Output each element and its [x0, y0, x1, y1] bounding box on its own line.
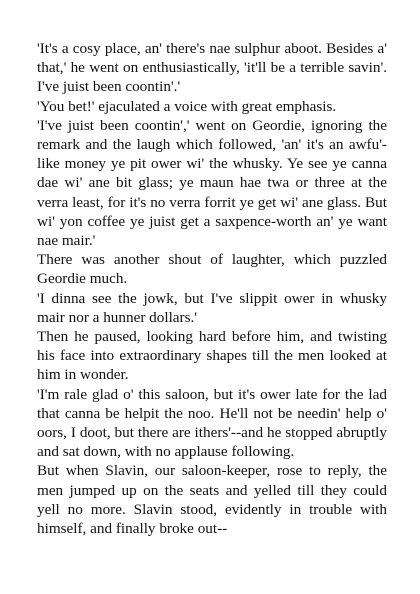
paragraph: 'I've juist been coontin',' went on Geordie, ignoring the remark and the laugh which followed, 'an' it's an awfu'-like money ye pit ower wi' the whusky. Ye see ye canna dae wi' ane bit glass; ye maun hae twa or three at the verra least, for it's no verra forrit ye get wi' ane glass. But wi' yon coffee ye juist get a saxpence-worth an' ye want nae mair.' [37, 116, 387, 250]
paragraph: 'I'm rale glad o' this saloon, but it's ower late for the lad that canna be helpit the noo. He'll not be needin' help o' oors, I doot, but there are ithers'--and he stopped abruptly and sat down, with no applause following. [37, 385, 387, 461]
paragraph: But when Slavin, our saloon-keeper, rose to reply, the men jumped up on the seats and yelled till they could yell no more. Slavin stood, evidently in trouble with himself, and finally broke out-- [37, 462, 387, 538]
paragraph: There was another shout of laughter, which puzzled Geordie much. [37, 251, 387, 288]
paragraph: 'It's a cosy place, an' there's nae sulphur aboot. Besides a' that,' he went on enthusiastically, 'it'll be a terrible savin'. I've juist been coontin'.' [37, 40, 387, 96]
paragraph: 'You bet!' ejaculated a voice with great emphasis. [37, 97, 337, 115]
paragraph: 'I dinna see the jowk, but I've slippit ower in whusky mair nor a hunner dollars.' [37, 289, 387, 326]
text-page [37, 39, 387, 538]
paragraph: Then he paused, looking hard before him, and twisting his face into extraordinary shapes till the men looked at him in wonder. [37, 328, 387, 384]
